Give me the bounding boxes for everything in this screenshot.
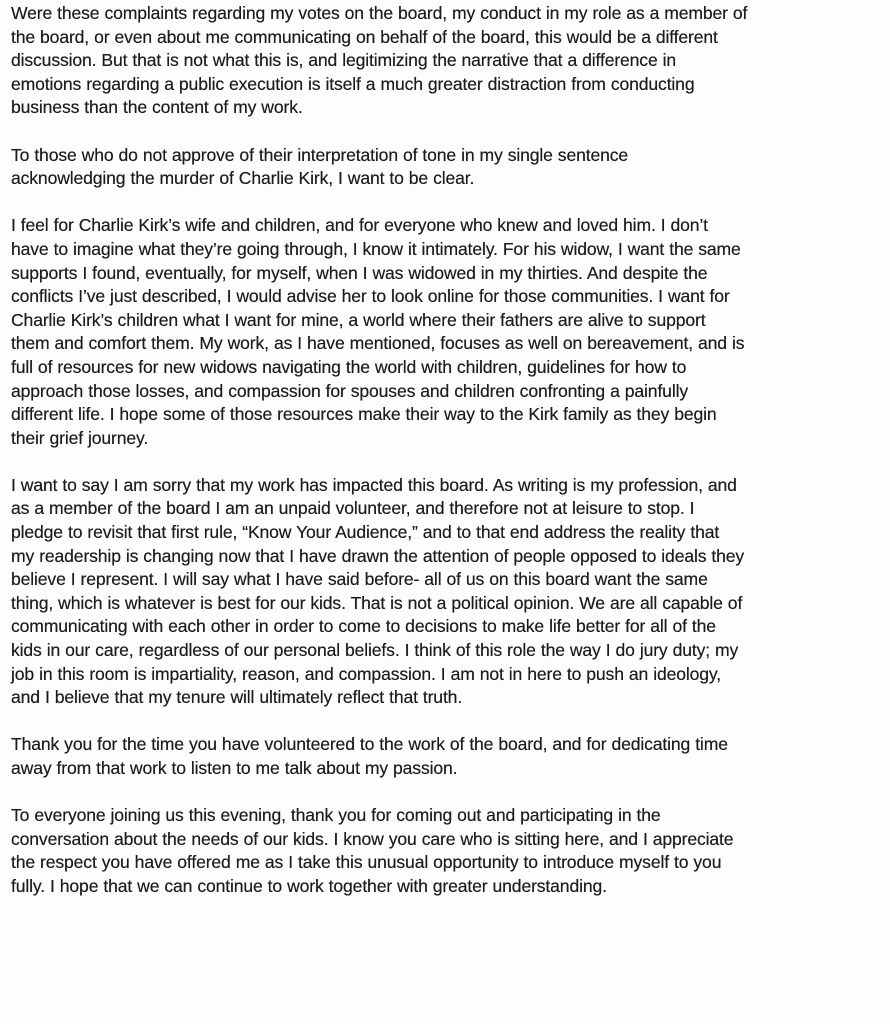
text-line: Thank you for the time you have volunteered to the work of the board, and for dedicating time [11, 734, 728, 755]
text-line: discussion. But that is not what this is, and legitimizing the narrative that a difference in [11, 50, 677, 71]
text-line: conflicts I’ve just described, I would advise her to look online for those communities. I want for [11, 286, 730, 307]
text-line: I feel for Charlie Kirk’s wife and children, and for everyone who knew and loved him. I don’t [11, 215, 708, 236]
text-line: job in this room is impartiality, reason, and compassion. I am not in here to push an ideology, [11, 663, 721, 684]
paragraph-2 [11, 144, 885, 191]
text-line: communicating with each other in order to come to decisions to make life better for all of the [11, 616, 716, 637]
text-line: full of resources for new widows navigating the world with children, guidelines for how to [11, 356, 687, 377]
text-line: conversation about the needs of our kids. I know you care who is sitting here, and I appreciate [11, 828, 734, 849]
text-line: my readership is changing now that I have drawn the attention of people opposed to ideals they [11, 545, 745, 566]
text-line: To those who do not approve of their interpretation of tone in my single sentence [11, 144, 629, 165]
text-line: them and comfort them. My work, as I have mentioned, focuses as well on bereavement, and is [11, 333, 745, 354]
text-line: Were these complaints regarding my votes on the board, my conduct in my role as a member of [11, 3, 748, 23]
paragraph-3 [11, 214, 885, 450]
text-line: business than the content of my work. [11, 97, 303, 118]
text-line: supports I found, eventually, for myself, when I was widowed in my thirties. And despite the [11, 262, 708, 283]
text-line: kids in our care, regardless of our personal beliefs. I think of this role the way I do jury duty; my [11, 640, 739, 661]
document-body [11, 2, 885, 922]
paragraph-6 [11, 804, 885, 898]
text-line: the board, or even about me communicating on behalf of the board, this would be a different [11, 26, 718, 47]
paragraph-5 [11, 733, 885, 780]
text-line: I want to say I am sorry that my work has impacted this board. As writing is my profession, and [11, 474, 737, 495]
text-line: pledge to revisit that first rule, “Know Your Audience,” and to that end address the reality that [11, 522, 720, 543]
text-line: thing, which is whatever is best for our kids. That is not a political opinion. We are all capable of [11, 592, 743, 613]
text-line: emotions regarding a public execution is itself a much greater distraction from conducting [11, 73, 695, 94]
text-line: approach those losses, and compassion for spouses and children confronting a painfully [11, 380, 688, 401]
text-line: fully. I hope that we can continue to work together with greater understanding. [11, 875, 607, 896]
paragraph-4 [11, 474, 885, 710]
text-line: believe I represent. I will say what I have said before- all of us on this board want the same [11, 569, 708, 590]
text-line: away from that work to listen to me talk about my passion. [11, 758, 458, 778]
text-line: To everyone joining us this evening, thank you for coming out and participating in the [11, 805, 661, 826]
text-line: and I believe that my tenure will ultimately reflect that truth. [11, 687, 463, 708]
text-line: acknowledging the murder of Charlie Kirk, I want to be clear. [11, 168, 475, 189]
text-line: Charlie Kirk’s children what I want for mine, a world where their fathers are alive to support [11, 309, 706, 330]
text-line: different life. I hope some of those resources make their way to the Kirk family as they begin [11, 404, 717, 425]
text-line: have to imagine what they’re going through, I know it intimately. For his widow, I want the same [11, 238, 741, 259]
text-line: their grief journey. [11, 427, 149, 448]
paragraph-1 [11, 2, 885, 120]
text-line: the respect you have offered me as I take this unusual opportunity to introduce myself to you [11, 852, 722, 873]
text-line: as a member of the board I am an unpaid volunteer, and therefore not at leisure to stop. I [11, 498, 695, 519]
